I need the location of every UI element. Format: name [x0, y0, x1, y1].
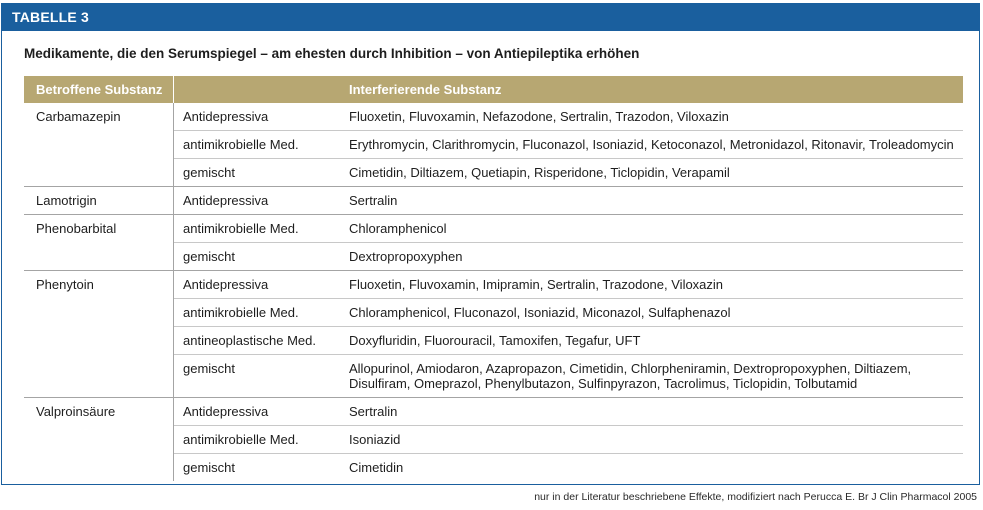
header-interfering-substance: Interferierende Substanz: [349, 82, 502, 97]
drug-class-cell: Antidepressiva: [183, 277, 269, 292]
table-row: [174, 454, 963, 481]
interfering-drugs-cell: Sertralin: [349, 193, 398, 208]
header-class-empty: [174, 76, 339, 103]
drug-class-cell: gemischt: [183, 460, 236, 475]
drug-class-cell: antimikrobielle Med.: [183, 305, 299, 320]
table-box: [1, 3, 980, 485]
affected-substance-cell: Phenytoin: [24, 271, 174, 397]
interfering-drugs-cell: Cimetidin: [349, 460, 404, 475]
table-caption: Medikamente, die den Serumspiegel – am ehesten durch Inhibition – von Antiepileptika erhöhen: [24, 46, 640, 61]
interfering-drugs-cell: Doxyfluridin, Fluorouracil, Tamoxifen, Tegafur, UFT: [349, 333, 641, 348]
interfering-drugs-cell: Cimetidin, Diltiazem, Quetiapin, Risperidone, Ticlopidin, Verapamil: [349, 165, 730, 180]
interfering-drugs-cell: Chloramphenicol, Fluconazol, Isoniazid, Miconazol, Sulfaphenazol: [349, 305, 731, 320]
interfering-drugs-cell: Isoniazid: [349, 432, 401, 447]
drug-class-cell: Antidepressiva: [183, 109, 269, 124]
table-row: [174, 299, 963, 327]
drug-class-cell: gemischt: [183, 165, 236, 180]
substance-group: [24, 187, 963, 215]
table-row: [174, 426, 963, 454]
affected-substance-cell: Phenobarbital: [24, 215, 174, 270]
interfering-drugs-cell: Chloramphenicol: [349, 221, 447, 236]
substance-rows: [174, 271, 963, 397]
affected-substance-cell: Carbamazepin: [24, 103, 174, 186]
drug-class-cell: gemischt: [183, 361, 236, 376]
table-row: [174, 103, 963, 131]
interfering-drugs-cell: Allopurinol, Amiodaron, Azapropazon, Cimetidin, Chlorpheniramin, Dextropropoxyphen, Diltiazem, Disulfiram, Omeprazol, Phenylbutazon, Sulfinpyrazon, Tacrolimus, Ticlopidin, Tolbutamid: [349, 361, 912, 391]
table-row: [174, 215, 963, 243]
table-label: TABELLE 3: [12, 9, 89, 25]
interfering-drugs-cell: Dextropropoxyphen: [349, 249, 463, 264]
drug-class-cell: gemischt: [183, 249, 236, 264]
substance-rows: [174, 215, 963, 270]
table-row: [174, 187, 963, 214]
drug-class-cell: antineoplastische Med.: [183, 333, 316, 348]
drug-class-cell: antimikrobielle Med.: [183, 432, 299, 447]
interfering-drugs-cell: Fluoxetin, Fluvoxamin, Nefazodone, Sertralin, Trazodon, Viloxazin: [349, 109, 729, 124]
table-row: [174, 271, 963, 299]
drug-class-cell: Antidepressiva: [183, 404, 269, 419]
substance-group: [24, 215, 963, 271]
drug-class-cell: antimikrobielle Med.: [183, 137, 299, 152]
substance-rows: [174, 187, 963, 214]
interfering-drugs-cell: Sertralin: [349, 404, 398, 419]
drug-interaction-table: [24, 76, 963, 481]
header-affected-substance: Betroffene Substanz: [24, 76, 174, 103]
affected-substance-cell: Valproinsäure: [24, 398, 174, 481]
table-row: [174, 327, 963, 355]
drug-class-cell: antimikrobielle Med.: [183, 221, 299, 236]
table-row: [174, 131, 963, 159]
table-row: [174, 159, 963, 186]
substance-group: [24, 103, 963, 187]
table-row: [174, 355, 963, 397]
table-body: [24, 103, 963, 481]
substance-group: [24, 398, 963, 481]
interfering-drugs-cell: Erythromycin, Clarithromycin, Fluconazol, Isoniazid, Ketoconazol, Metronidazol, Ritonavir, Troleadomycin: [349, 137, 954, 152]
source-footnote: nur in der Literatur beschriebene Effekte, modifiziert nach Perucca E. Br J Clin Pharmacol 2005: [534, 491, 977, 503]
affected-substance-cell: Lamotrigin: [24, 187, 174, 214]
table-row: [174, 398, 963, 426]
substance-rows: [174, 398, 963, 481]
table-row: [174, 243, 963, 270]
table-header-row: [24, 76, 963, 103]
substance-rows: [174, 103, 963, 186]
substance-group: [24, 271, 963, 398]
interfering-drugs-cell: Fluoxetin, Fluvoxamin, Imipramin, Sertralin, Trazodone, Viloxazin: [349, 277, 724, 292]
table-label-bar: [2, 4, 979, 31]
drug-class-cell: Antidepressiva: [183, 193, 269, 208]
